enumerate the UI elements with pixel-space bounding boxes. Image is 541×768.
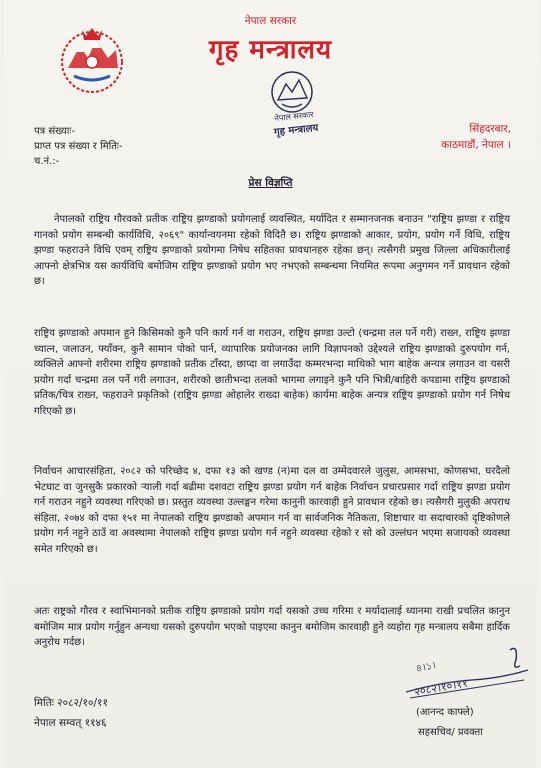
paragraph-2: राष्ट्रिय झण्डाको अपमान हुने किसिमको कुनै पनि कार्य गर्न वा गराउन, राष्ट्रिय झण्डा उल्टो (चन्द्रमा तल पर्ने गरी) राख्न, राष्ट्रिय झण्डा च्यात्न, जलाउन, फ्याँक्न, कुनै सामान पोको पार्न, व्यापारिक प्रयोजनका लागि विज्ञापनको उद्देश्यले राष्ट्रिय झण्डाको दुरुपयोग गर्न, व्यक्तिले आफ्नो शरीरमा राष्ट्रिय झण्डाको प्रतीक टाँस्दा, छाप्दा वा लगाउँदा कम्मरभन्दा माथिको भाग बाहेक अन्यत्र लगाउन वा यसरी प्रयोग गर्दा चन्द्रमा तल पर्ने गरी लगाउन, शरीरको छातीभन्दा तलको भागमा लगाइने कुनै पनि भित्री/बाहिरी कपडामा राष्ट्रिय झण्डाको प्रतिक/चित्र राख्न, फहराउने प्रकृतिको (राष्ट्रिय झण्डा ओहालेर राख्दा बाहेक) कार्यमा बाहेक अन्यत्र राष्ट्रिय झण्डाको प्रयोग गर्न निषेध गरिएको छ। bbox=[34, 328, 510, 417]
government-heading: नेपाल सरकार bbox=[244, 15, 297, 27]
footer-nepal-samvat: नेपाल सम्वत् ११४६ bbox=[34, 717, 107, 729]
paragraph-3: निर्वाचन आचारसंहिता, २०८२ को परिच्छेद ४, दफा १३ को खण्ड (न)मा दल वा उम्मेदवारले जुलुस, आमसभा, कोणसभा, घरदैलो भेटघाट वा जुनसुकै प्रकारको र्‍याली गर्दा बढीमा दशवटा राष्ट्रिय झण्डा प्रयोग गर्न बाहेक निर्वाचन प्रचारप्रसार गर्दा राष्ट्रिय झण्डा प्रयोग गर्न गराउन नहुने व्यवस्था गरिएको छ। प्रस्तुत व्यवस्था उल्लङ्घन गरेमा कानुनी कारवाही हुने प्रावधान रहेको छ। त्यसैगरी मुलुकी अपराध संहिता, २०७४ को दफा १५१ मा नेपालको राष्ट्रिय झण्डाको अपमान गर्न वा सार्वजनिक नैतिकता, शिष्टाचार वा सदाचारको दृष्टिकोणले प्रयोग गर्न नहुने ठाउँ वा अवस्थामा नेपालको राष्ट्रिय झण्डा प्रयोग गर्न नहुने व्यवस्था रहेको र सो को उल्लंघन भएमा सजायको व्यवस्था समेत गरिएको छ। bbox=[34, 466, 510, 555]
dispatch-number-label: च.नं.:- bbox=[34, 156, 60, 167]
received-letter-label: प्राप्त पत्र संख्या र मितिः- bbox=[34, 141, 123, 152]
press-release-title: प्रेस विज्ञप्ति bbox=[248, 177, 293, 189]
seal-caption-bottom: गृह मन्त्रालय bbox=[273, 122, 319, 139]
letter-number-label: पत्र संख्याः- bbox=[34, 126, 76, 137]
letter-page bbox=[4, 0, 537, 768]
seal-caption-top: नेपाल सरकार bbox=[274, 109, 314, 124]
paragraph-1: नेपालको राष्ट्रिय गौरवको प्रतीक राष्ट्रिय झण्डाको प्रयोगलाई व्यवस्थित, मर्यादित र सम्मानजनक बनाउन "राष्ट्रिय झण्डा र राष्ट्रिय गानको प्रयोग सम्बन्धी कार्यविधि, २०६९" कार्यान्वयनमा रहेको विदितै छ। राष्ट्रिय झण्डाको आकार, प्रयोग, प्रयोग गर्ने विधि, राष्ट्रिय झण्डा फहराउने विधि एवम् राष्ट्रिय झण्डाको प्रयोगमा निषेध सहितका प्रावधानहरु रहेका छन्। त्यसैगरी प्रमुख जिल्ला अधिकारीलाई आफ्नो क्षेत्रभित्र यस कार्यविधि बमोजिम राष्ट्रिय झण्डाको प्रयोग भए नभएको सम्बन्धमा नियमित रूपमा अनुगमन गर्ने प्रावधान रहेको छ। bbox=[34, 214, 510, 287]
ministry-heading: गृह मन्त्रालय bbox=[208, 35, 333, 65]
footer-date: मितिः २०८२/१०/११ bbox=[34, 697, 108, 709]
paragraph-4: अतः राष्ट्रको गौरव र स्वाभिमानको प्रतीक राष्ट्रिय झण्डाको प्रयोग गर्दा यसको उच्च गरिमा र मर्यादालाई ध्यानमा राखी प्रचलित कानुन बमोजिम मात्र प्रयोग गर्नुहुन अन्यथा यसको दुरुपयोग भएको पाइएमा कानुन बमोजिम कारवाही हुने व्यहोरा गृह मन्त्रालय सबैमा हार्दिक अनुरोध गर्दछ। bbox=[34, 606, 510, 648]
signatory-designation: सहसचिव/ प्रवक्ता bbox=[418, 727, 483, 738]
address-line-1: सिंहदरबार, bbox=[469, 123, 511, 135]
handwritten-initial: ৪।১। bbox=[414, 660, 437, 675]
handwritten-date: २०८२।१०।११ bbox=[413, 676, 469, 699]
address-line-2: काठमाडौं, नेपाल । bbox=[441, 139, 511, 151]
signatory-name: (आनन्द काफ्ले) bbox=[416, 707, 474, 718]
